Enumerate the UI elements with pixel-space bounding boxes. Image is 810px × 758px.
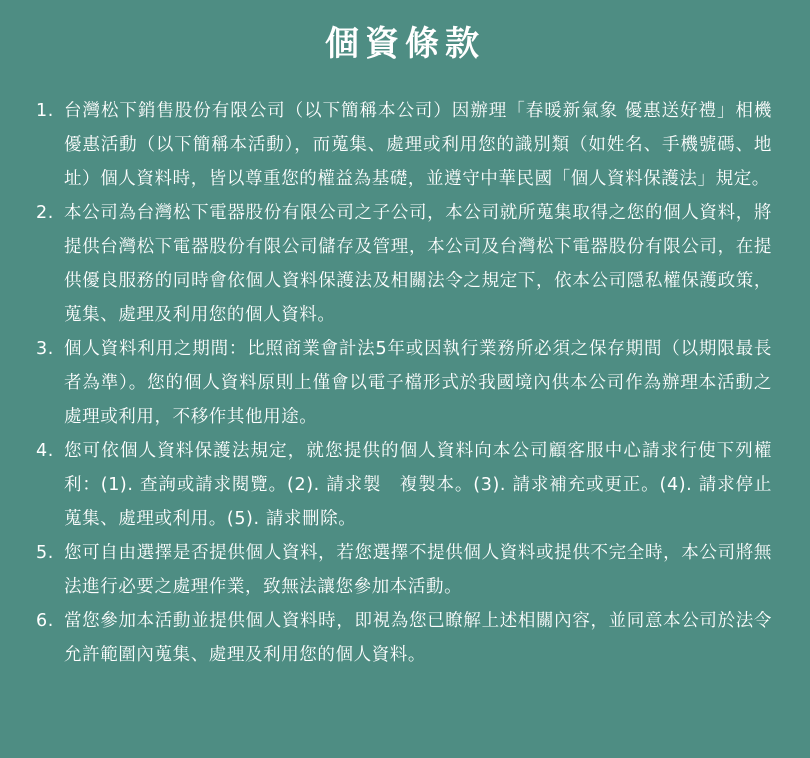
term-item-4	[36, 434, 772, 536]
term-text: 您可依個人資料保護法規定，就您提供的個人資料向本公司顧客服中心請求行使下列權利：(1). 查詢或請求閱覽。(2). 請求製 複製本。(3). 請求補充或更正。(4). 請求停止蒐集、處理或利用。(5). 請求刪除。	[64, 441, 772, 529]
term-number: 3.	[36, 339, 54, 359]
term-number: 1.	[36, 101, 54, 121]
term-text: 個人資料利用之期間：比照商業會計法5年或因執行業務所必須之保存期間（以期限最長者為準）。您的個人資料原則上僅會以電子檔形式於我國境內供本公司作為辦理本活動之處理或利用，不移作其他用途。	[64, 339, 772, 427]
term-item-6	[36, 604, 772, 672]
term-item-3	[36, 332, 772, 434]
term-number: 5.	[36, 543, 54, 563]
term-number: 6.	[36, 611, 54, 631]
term-number: 2.	[36, 203, 54, 223]
term-text: 本公司為台灣松下電器股份有限公司之子公司，本公司就所蒐集取得之您的個人資料，將提供台灣松下電器股份有限公司儲存及管理，本公司及台灣松下電器股份有限公司，在提供優良服務的同時會依個人資料保護法及相關法令之規定下，依本公司隱私權保護政策，蒐集、處理及利用您的個人資料。	[64, 203, 772, 325]
term-text: 您可自由選擇是否提供個人資料，若您選擇不提供個人資料或提供不完全時，本公司將無法進行必要之處理作業，致無法讓您參加本活動。	[64, 543, 772, 597]
term-number: 4.	[36, 441, 54, 461]
term-text: 當您參加本活動並提供個人資料時，即視為您已瞭解上述相關內容，並同意本公司於法令允許範圍內蒐集、處理及利用您的個人資料。	[64, 611, 772, 665]
terms-list	[36, 94, 772, 672]
term-text: 台灣松下銷售股份有限公司（以下簡稱本公司）因辦理「春暖新氣象 優惠送好禮」相機優惠活動（以下簡稱本活動），而蒐集、處理或利用您的識別類（如姓名、手機號碼、地址）個人資料時，皆以尊重您的權益為基礎，並遵守中華民國「個人資料保護法」規定。	[64, 101, 772, 189]
page-title: 個資條款	[325, 24, 485, 64]
term-item-5	[36, 536, 772, 604]
term-item-2	[36, 196, 772, 332]
term-item-1	[36, 94, 772, 196]
